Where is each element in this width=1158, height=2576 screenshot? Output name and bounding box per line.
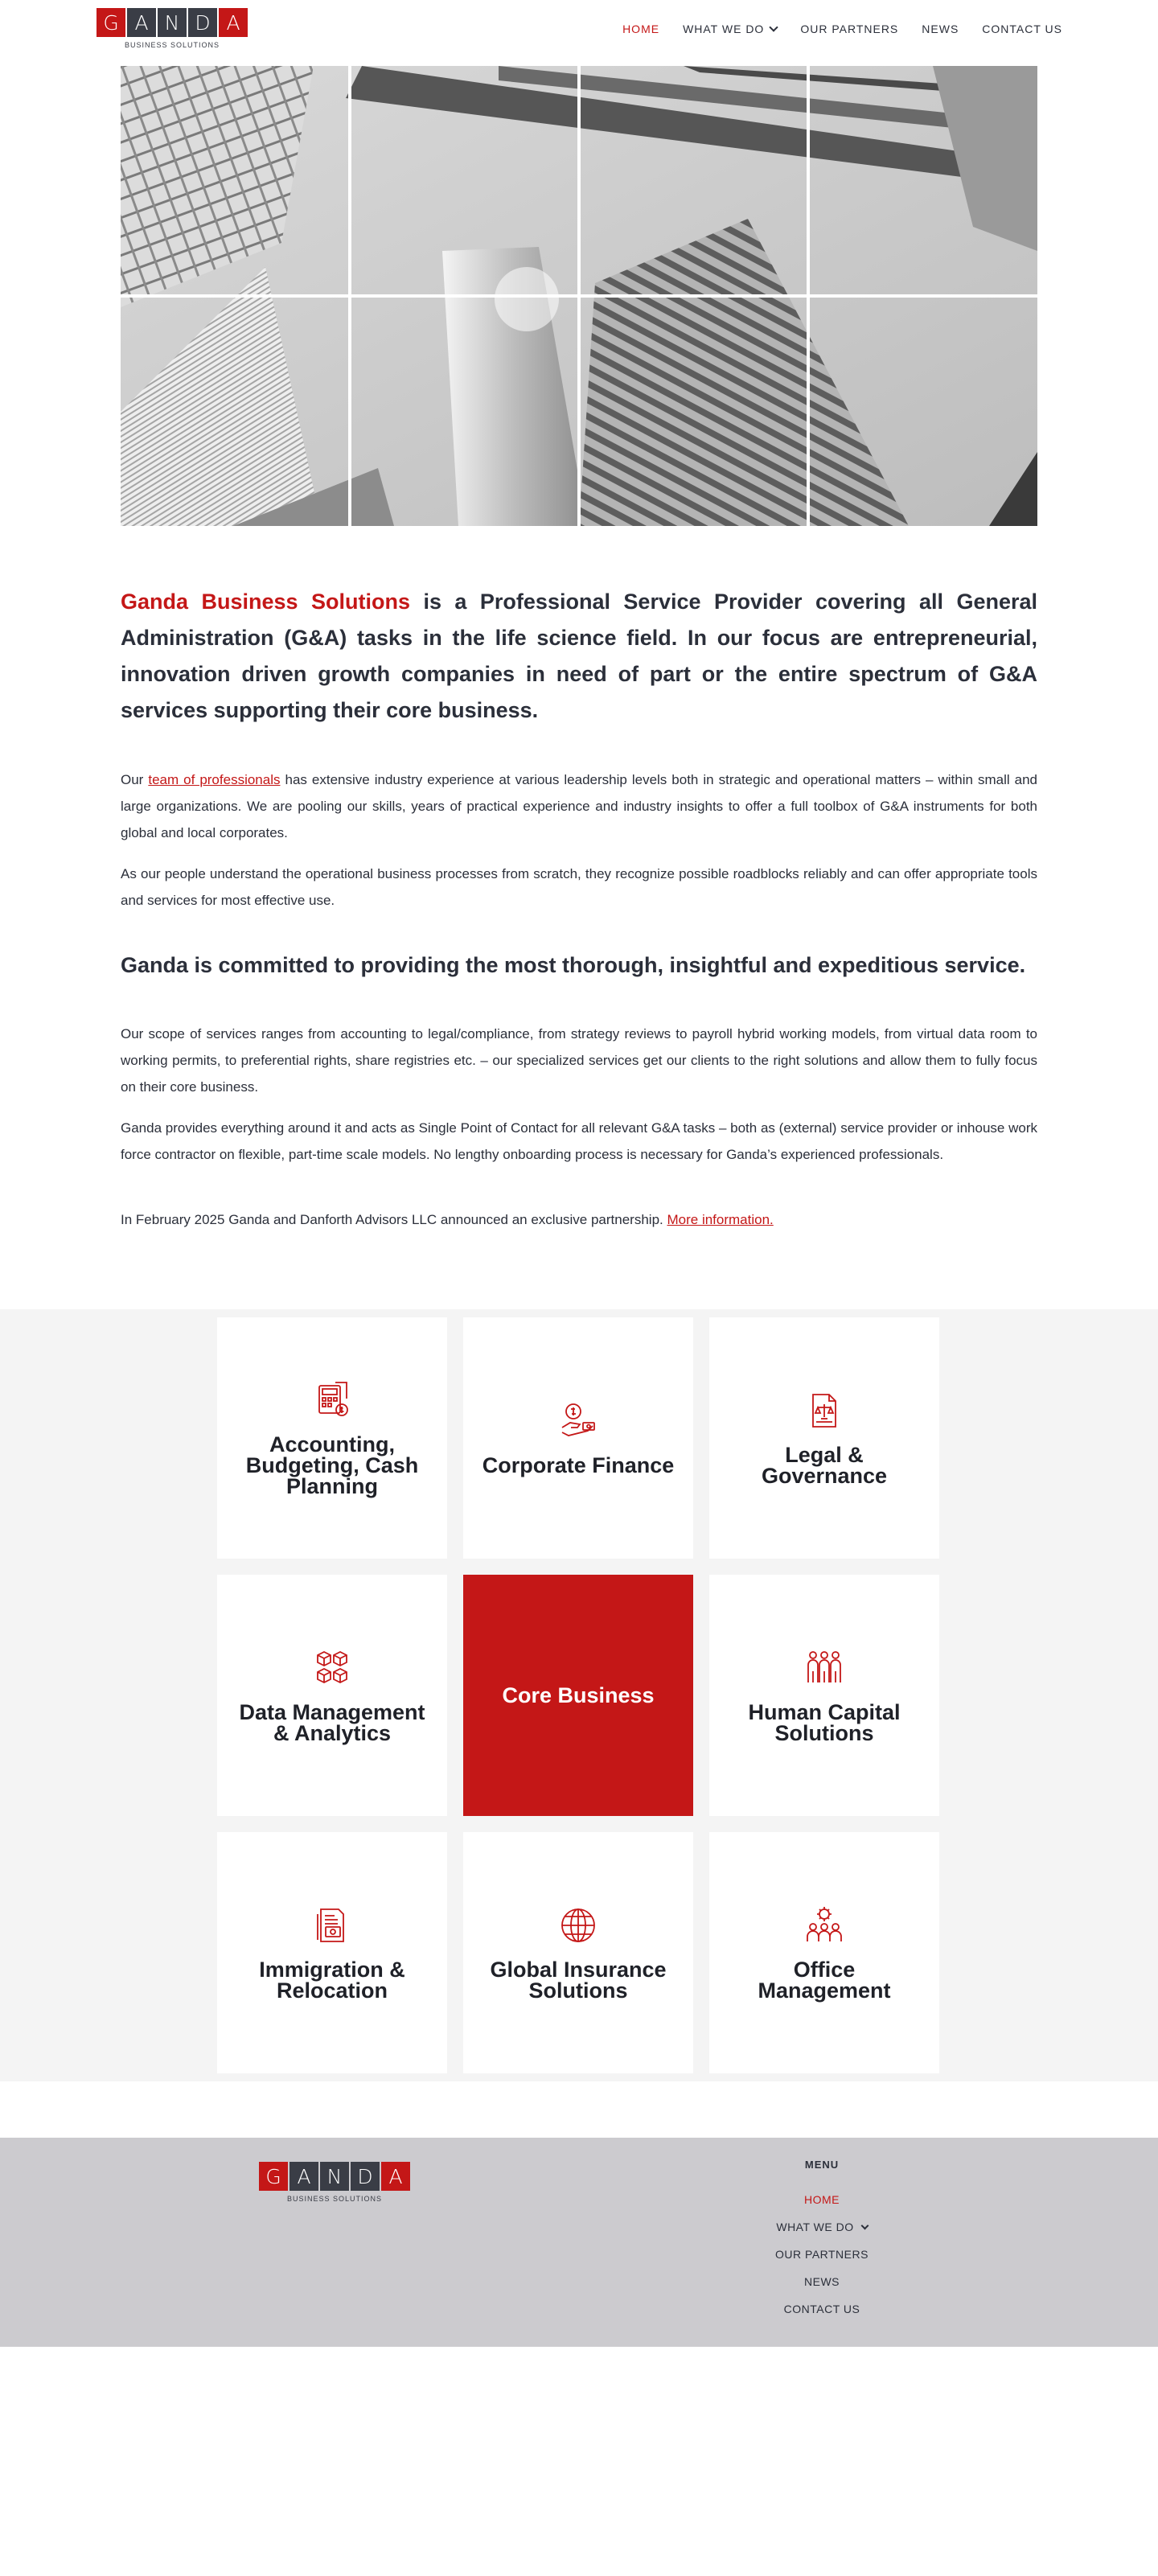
nav-item-what-we-do[interactable] (683, 23, 777, 35)
logo-letter: A (219, 8, 248, 37)
service-card-legal[interactable] (709, 1317, 939, 1559)
money-hand-icon (557, 1400, 599, 1442)
intro-lead (121, 584, 1037, 729)
service-card-immigration[interactable] (217, 1832, 447, 2073)
paragraph-text: has extensive industry experience at various leadership levels both in strategic and operational matters – within small and large organizations. We are pooling our skills, years of practical experience and industry insights to offer a full toolbox of G&A instruments for both global and local corporates. (121, 772, 1037, 840)
footer-item-what-we-do[interactable] (776, 2213, 867, 2241)
logo-letter: A (381, 2162, 410, 2191)
services-section (0, 1309, 1158, 2081)
chevron-down-icon (770, 23, 778, 31)
footer-menu (741, 2159, 902, 2323)
services-grid (217, 1317, 939, 2073)
partnership-notice (121, 1206, 1037, 1233)
logo-letter: N (320, 2162, 349, 2191)
logo-tagline: BUSINESS SOLUTIONS (124, 41, 220, 49)
team-link[interactable]: team of professionals (148, 772, 281, 787)
team-gear-icon (803, 1904, 845, 1946)
logo-letter: A (290, 2162, 318, 2191)
logo-letter: N (158, 8, 187, 37)
footer-menu-heading: MENU (804, 2159, 840, 2171)
intro-section (121, 584, 1037, 1233)
passport-document-icon (311, 1904, 353, 1946)
legal-document-icon (803, 1390, 845, 1432)
service-title: Data Management & Analytics (239, 1700, 425, 1745)
hero-image (121, 66, 1037, 526)
service-card-human-capital[interactable] (709, 1575, 939, 1816)
calculator-icon (311, 1379, 353, 1421)
people-icon (803, 1647, 845, 1689)
footer-ganda-logo[interactable] (259, 2162, 410, 2203)
nav-item-label: WHAT WE DO (683, 23, 765, 35)
nav-item-news[interactable]: NEWS (922, 23, 959, 35)
paragraph-text: In February 2025 Ganda and Danforth Advisors LLC announced an exclusive partnership. (121, 1212, 667, 1227)
service-card-data-management[interactable] (217, 1575, 447, 1816)
logo-letter: D (351, 2162, 380, 2191)
site-footer (0, 2138, 1158, 2347)
footer-item-contact-us[interactable]: CONTACT US (783, 2303, 860, 2315)
service-title: Corporate Finance (482, 1453, 675, 1477)
footer-item-label: WHAT WE DO (776, 2221, 854, 2233)
lead-brand-name: Ganda Business Solutions (121, 590, 410, 614)
logo-letter: D (188, 8, 217, 37)
service-card-corporate-finance[interactable] (463, 1317, 693, 1559)
more-information-link[interactable]: More information. (667, 1212, 774, 1227)
ganda-logo[interactable] (96, 8, 248, 49)
logo-letter: A (127, 8, 156, 37)
cubes-icon (311, 1647, 353, 1689)
main-nav (622, 23, 1062, 35)
service-card-global-insurance[interactable] (463, 1832, 693, 2073)
scope-paragraph: Our scope of services ranges from accounting to legal/compliance, from strategy reviews to payroll hybrid working models, from virtual data room to working permits, to preferential rights, share registries etc. – our specialized services get our clients to the right solutions and allow them to fully focus on their core business. (121, 1026, 1037, 1095)
service-card-core-business[interactable] (463, 1575, 693, 1816)
nav-item-home[interactable]: HOME (622, 23, 660, 35)
skyscraper-photo (121, 66, 1037, 526)
logo-tiles (259, 2162, 410, 2191)
service-title: Core Business (502, 1683, 655, 1707)
footer-item-home[interactable]: HOME (804, 2193, 840, 2206)
nav-item-our-partners[interactable]: OUR PARTNERS (800, 23, 899, 35)
service-card-office-management[interactable] (709, 1832, 939, 2073)
service-title: Immigration & Relocation (259, 1958, 405, 2003)
paragraph-text: Our (121, 772, 149, 787)
logo-tagline: BUSINESS SOLUTIONS (286, 2195, 383, 2203)
service-title: Accounting, Budgeting, Cash Planning (245, 1432, 419, 1498)
site-header (0, 0, 1158, 64)
intro-paragraph: As our people understand the operational business processes from scratch, they recognize possible roadblocks reliably and can offer appropriate tools and services for most effective use. (121, 866, 1037, 908)
footer-item-our-partners[interactable]: OUR PARTNERS (775, 2248, 868, 2261)
intro-paragraph (121, 766, 1037, 846)
chevron-down-icon (860, 2221, 868, 2229)
logo-letter: G (96, 8, 125, 37)
service-title: Human Capital Solutions (748, 1700, 901, 1745)
service-title: Legal & Governance (761, 1443, 888, 1488)
logo-tiles (96, 8, 248, 37)
logo-letter: G (259, 2162, 288, 2191)
footer-item-news[interactable]: NEWS (804, 2275, 840, 2288)
commitment-heading: Ganda is committed to providing the most thorough, insightful and expeditious service. (121, 953, 1026, 977)
scope-paragraph: Ganda provides everything around it and acts as Single Point of Contact for all relevant G&A tasks – both as (external) service provider or inhouse work force contractor on flexible, part-time scale models. No lengthy onboarding process is necessary for Ganda’s experienced professionals. (121, 1120, 1037, 1162)
service-title: Global Insurance Solutions (490, 1958, 667, 2003)
globe-icon (557, 1904, 599, 1946)
nav-item-contact-us[interactable]: CONTACT US (982, 23, 1062, 35)
service-title: Office Management (758, 1958, 891, 2003)
service-card-accounting[interactable] (217, 1317, 447, 1559)
lead-text: is a Professional Service Provider covering all General Administration (G&A) tasks in the life science field. In our focus are entrepreneurial, innovation driven growth companies in need of part or the entire spectrum of G&A services supporting their core business. (121, 590, 1037, 722)
